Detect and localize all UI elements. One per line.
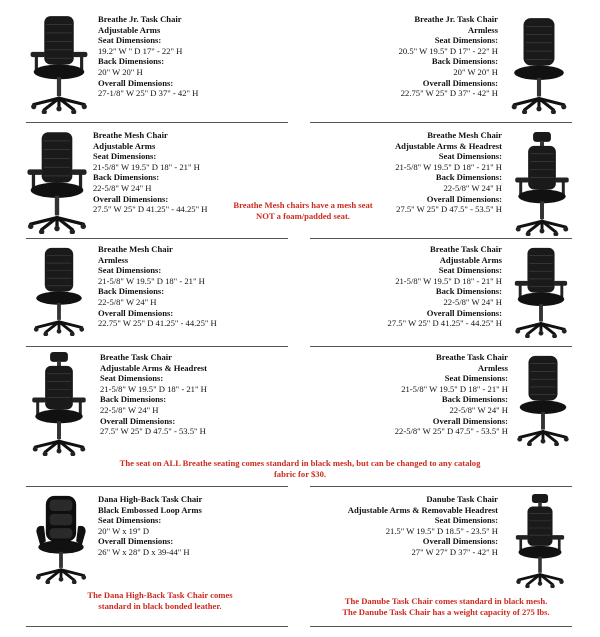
seat-label: Seat Dimensions: — [438, 265, 502, 276]
back-label: Back Dimensions: — [100, 394, 167, 405]
overall-label: Overall Dimensions: — [98, 307, 174, 318]
seat-value: 20" W x 19" D — [98, 525, 150, 536]
product-name: Breathe Task Chair — [430, 244, 502, 254]
product-name: Breathe Mesh Chair — [93, 130, 168, 140]
divider — [310, 122, 572, 123]
note-line: The Danube Task Chair comes standard in black mesh. — [344, 596, 548, 606]
product-option: Adjustable Arms — [93, 140, 156, 151]
seat-label: Seat Dimensions: — [98, 515, 162, 526]
chair-image-breathe-mesh-armless — [26, 246, 92, 336]
chair-image-breathe-jr-armless — [506, 16, 572, 114]
spec-breathe-jr-armless — [399, 14, 498, 99]
spec-breathe-mesh-arms-headrest — [395, 130, 502, 215]
product-name: Breathe Task Chair — [436, 352, 508, 362]
overall-label: Overall Dimensions: — [100, 415, 176, 426]
product-name: Breathe Mesh Chair — [427, 130, 502, 140]
back-label: Back Dimensions: — [98, 56, 165, 67]
product-option: Adjustable Arms — [98, 24, 161, 35]
seat-value: 21.5" W 19.5" D 18.5" - 23.5" H — [385, 525, 498, 536]
divider — [310, 238, 572, 239]
overall-value: 22.75" W 25" D 41.25" - 44.25" H — [98, 318, 217, 329]
overall-value: 22-5/8" W 25" D 47.5" - 53.5" H — [394, 426, 508, 437]
chair-image-danube — [508, 494, 572, 588]
breathe-seating-note — [60, 458, 540, 480]
product-option: Adjustable Arms & Removable Headrest — [347, 504, 498, 515]
product-name: Dana High-Back Task Chair — [98, 494, 203, 504]
spec-dana — [98, 494, 202, 558]
seat-value: 20.5" W 19.5" D 17" - 22" H — [398, 45, 498, 56]
product-option: Black Embossed Loop Arms — [98, 504, 202, 515]
product-option: Adjustable Arms — [439, 254, 502, 265]
seat-label: Seat Dimensions: — [444, 373, 508, 384]
chair-image-breathe-task-armless — [512, 354, 574, 446]
product-option: Armless — [467, 24, 498, 35]
divider — [310, 626, 572, 627]
back-value: 22-5/8" W 24" H — [443, 182, 502, 193]
back-label: Back Dimensions: — [441, 394, 508, 405]
overall-label: Overall Dimensions: — [93, 193, 169, 204]
seat-label: Seat Dimensions: — [434, 35, 498, 46]
seat-value: 21-5/8" W 19.5" D 18" - 21" H — [100, 383, 207, 394]
overall-label: Overall Dimensions: — [426, 307, 502, 318]
spec-breathe-jr-arms — [98, 14, 198, 99]
spec-breathe-mesh-armless — [98, 244, 217, 329]
spec-breathe-task-arms-headrest — [100, 352, 207, 437]
product-option: Adjustable Arms & Headrest — [394, 140, 502, 151]
note-line: NOT a foam/padded seat. — [256, 211, 350, 221]
seat-value: 21-5/8" W 19.5" D 18" - 21" H — [395, 161, 502, 172]
note-line: fabric for $30. — [273, 469, 327, 479]
product-option: Adjustable Arms & Headrest — [100, 362, 208, 373]
overall-label: Overall Dimensions: — [98, 536, 174, 547]
overall-label: Overall Dimensions: — [422, 536, 498, 547]
seat-value: 21-5/8" W 19.5" D 18" - 21" H — [401, 383, 508, 394]
chair-image-breathe-mesh-headrest — [510, 132, 574, 236]
overall-value: 22.75" W 25" D 37" - 42" H — [400, 88, 498, 99]
overall-value: 27.5" W 25" D 47.5" - 53.5" H — [100, 426, 206, 437]
divider — [26, 238, 288, 239]
chair-image-breathe-mesh-arms — [24, 130, 90, 234]
overall-label: Overall Dimensions: — [422, 77, 498, 88]
back-value: 20" W 20" H — [98, 66, 143, 77]
seat-label: Seat Dimensions: — [100, 373, 164, 384]
note-line: The seat on ALL Breathe seating comes standard in black mesh, but can be changed to any catalog — [119, 458, 481, 468]
overall-value: 26" W x 28" D x 39-44" H — [98, 546, 190, 557]
overall-label: Overall Dimensions: — [426, 193, 502, 204]
back-label: Back Dimensions: — [98, 286, 165, 297]
product-name: Breathe Task Chair — [100, 352, 172, 362]
spec-breathe-mesh-arms — [93, 130, 207, 215]
overall-value: 27.5" W 25" D 47.5" - 53.5" H — [396, 204, 502, 215]
divider — [26, 122, 288, 123]
note-line: The Danube Task Chair has a weight capacity of 275 lbs. — [342, 607, 550, 617]
overall-value: 27" W 27" D 37" - 42" H — [411, 546, 498, 557]
overall-value: 27.5" W 25" D 41.25" - 44.25" H — [93, 204, 208, 215]
seat-value: 21-5/8" W 19.5" D 18" - 21" H — [93, 161, 200, 172]
overall-value: 27-1/8" W 25" D 37" - 42" H — [98, 88, 199, 99]
divider — [26, 486, 288, 487]
seat-value: 21-5/8" W 19.5" D 18" - 21" H — [98, 275, 205, 286]
overall-value: 27.5" W 25" D 41.25" - 44.25" H — [387, 318, 502, 329]
back-value: 22-5/8" W 24" H — [443, 296, 502, 307]
product-name: Breathe Jr. Task Chair — [98, 14, 182, 24]
product-option: Armless — [477, 362, 508, 373]
back-value: 22-5/8" W 24" H — [98, 296, 157, 307]
seat-value: 21-5/8" W 19.5" D 18" - 21" H — [395, 275, 502, 286]
seat-value: 19.2" W " D 17" - 22" H — [98, 45, 183, 56]
spec-danube — [348, 494, 498, 558]
seat-label: Seat Dimensions: — [438, 151, 502, 162]
seat-label: Seat Dimensions: — [93, 151, 157, 162]
mesh-seat-note — [220, 200, 386, 222]
back-label: Back Dimensions: — [431, 56, 498, 67]
divider — [26, 626, 288, 627]
divider — [26, 346, 288, 347]
overall-label: Overall Dimensions: — [98, 77, 174, 88]
dana-note — [60, 590, 260, 612]
note-line: The Dana High-Back Task Chair comes — [87, 590, 233, 600]
product-name: Breathe Mesh Chair — [98, 244, 173, 254]
note-line: standard in black bonded leather. — [98, 601, 222, 611]
chair-image-breathe-jr-arms — [26, 14, 92, 114]
product-name: Danube Task Chair — [426, 494, 498, 504]
danube-note — [316, 596, 576, 618]
seat-label: Seat Dimensions: — [98, 35, 162, 46]
chair-image-breathe-task-headrest — [26, 352, 92, 456]
note-line: Breathe Mesh chairs have a mesh seat — [233, 200, 373, 210]
divider — [310, 346, 572, 347]
product-option: Armless — [98, 254, 129, 265]
chair-image-dana — [30, 494, 92, 584]
back-value: 22-5/8" W 24" H — [100, 404, 159, 415]
spec-breathe-task-arms — [388, 244, 502, 329]
chair-image-breathe-task-arms — [508, 246, 574, 338]
back-label: Back Dimensions: — [93, 172, 160, 183]
seat-label: Seat Dimensions: — [434, 515, 498, 526]
back-value: 22-5/8" W 24" H — [449, 404, 508, 415]
overall-label: Overall Dimensions: — [432, 415, 508, 426]
spec-breathe-task-armless — [395, 352, 508, 437]
back-label: Back Dimensions: — [435, 286, 502, 297]
back-label: Back Dimensions: — [435, 172, 502, 183]
product-name: Breathe Jr. Task Chair — [414, 14, 498, 24]
back-value: 20" W 20" H — [453, 66, 498, 77]
seat-label: Seat Dimensions: — [98, 265, 162, 276]
divider — [310, 486, 572, 487]
back-value: 22-5/8" W 24" H — [93, 182, 152, 193]
